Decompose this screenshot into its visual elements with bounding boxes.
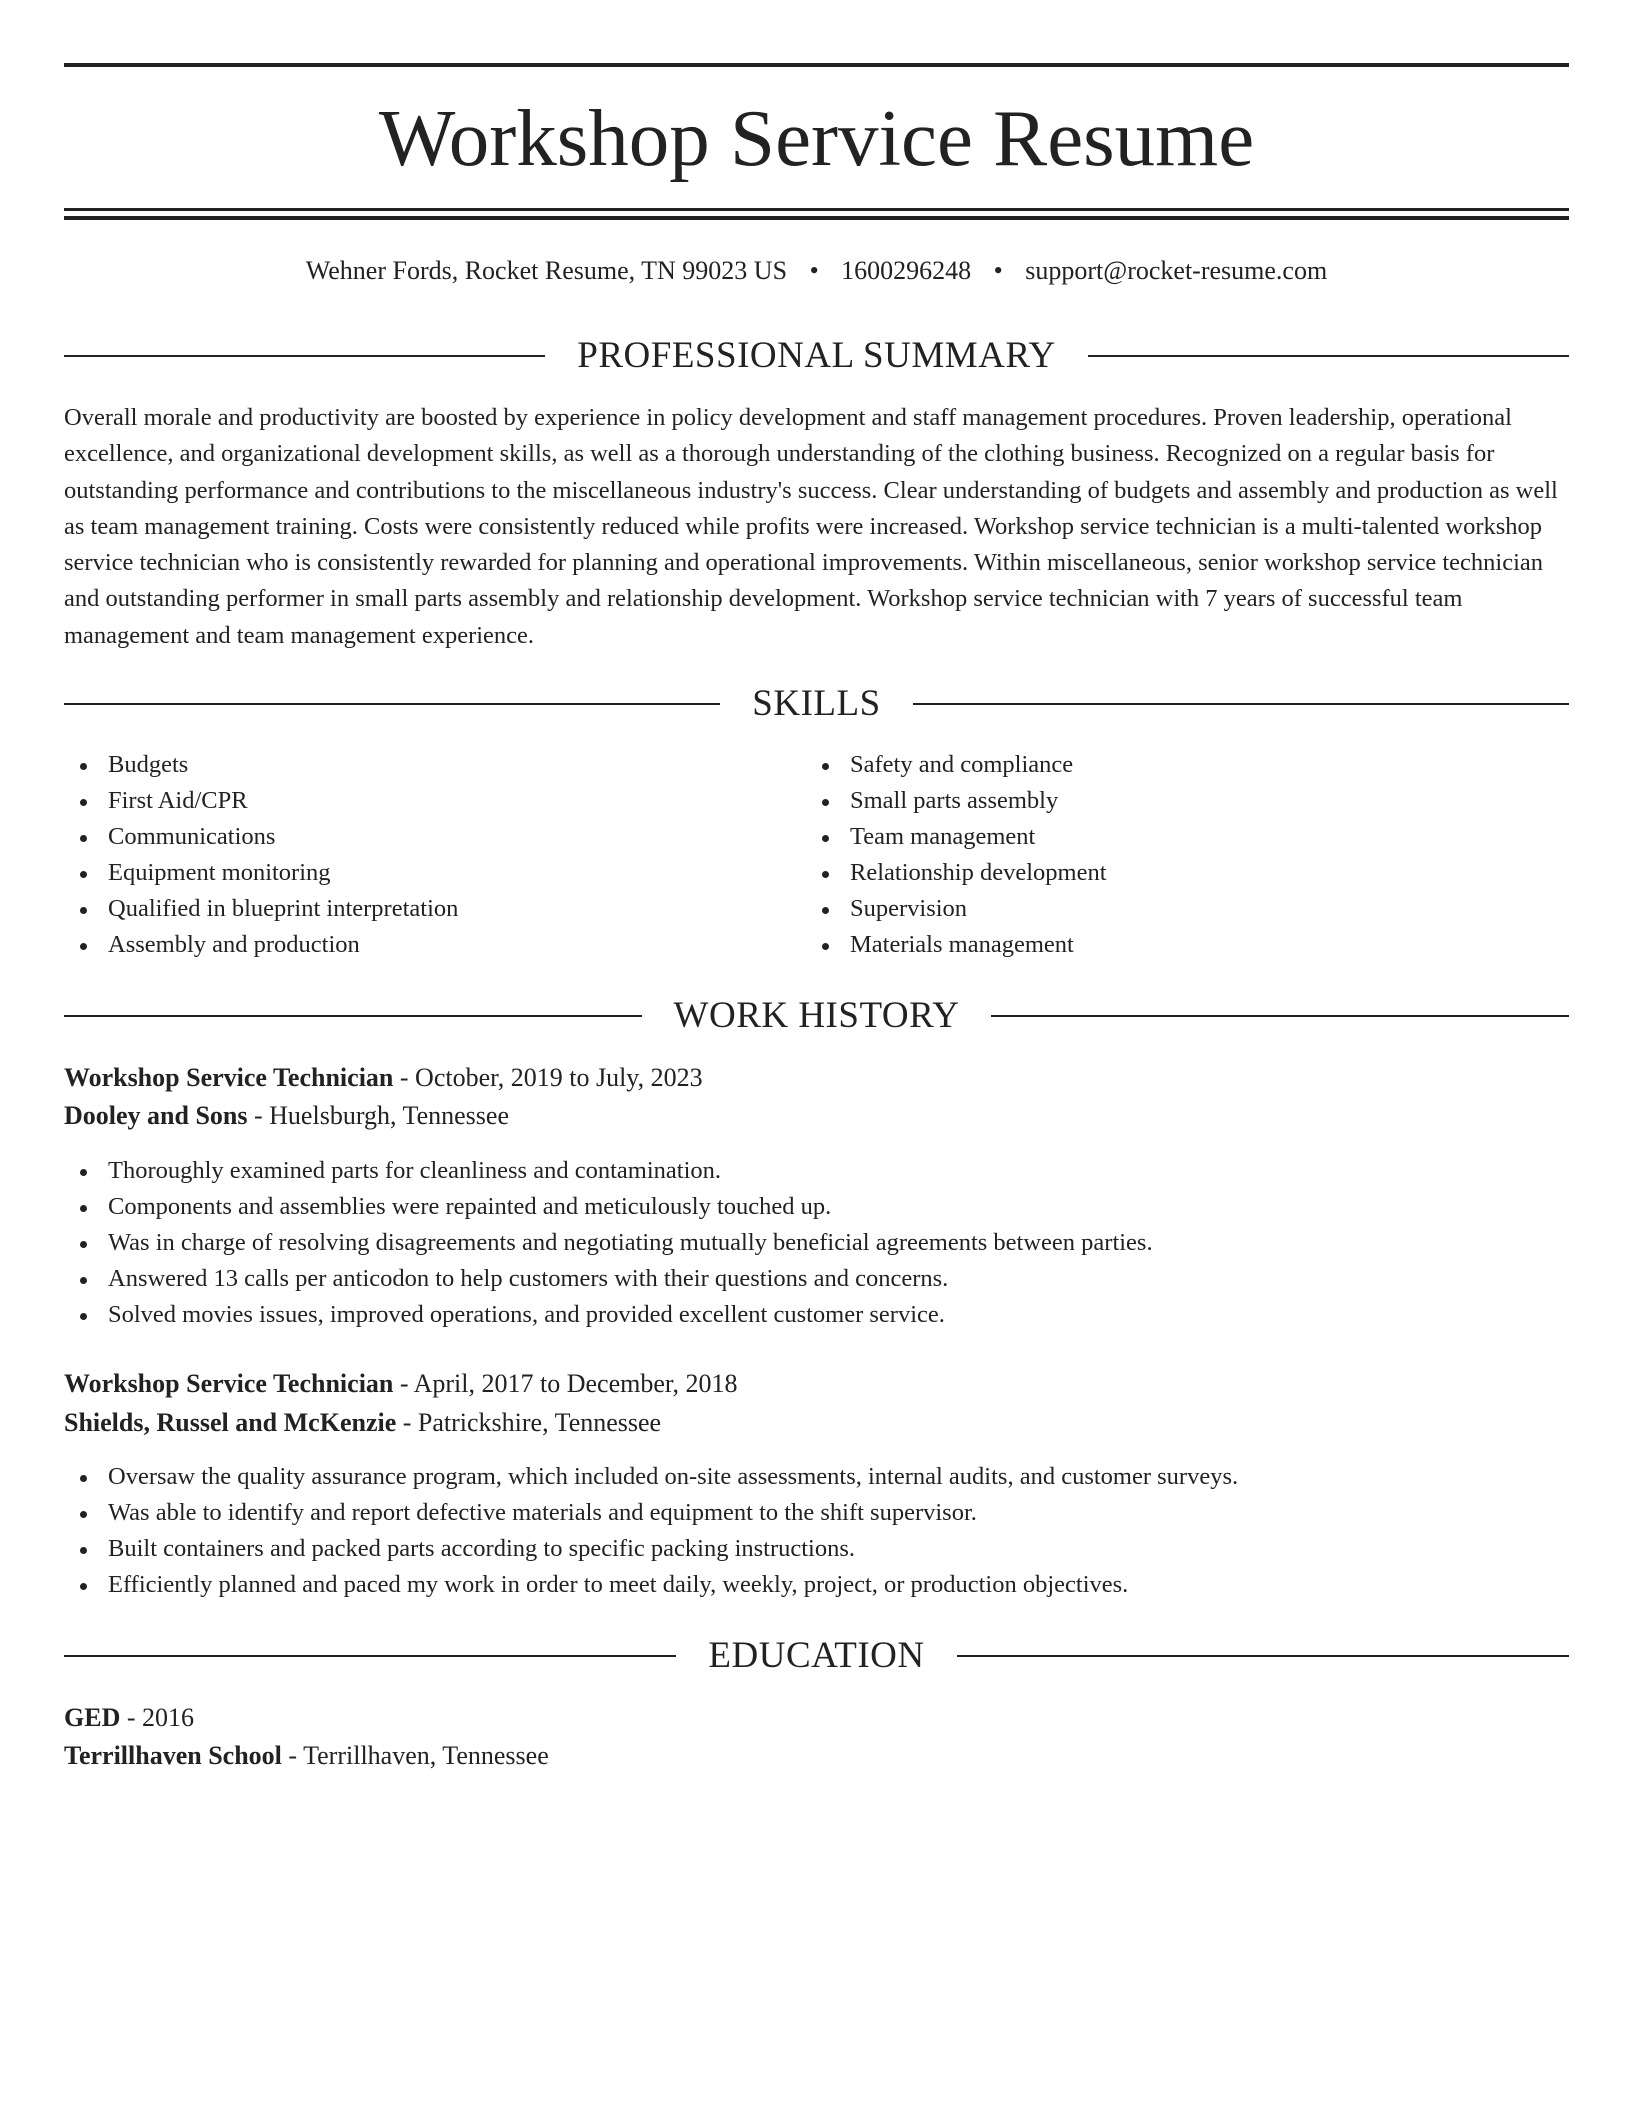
heading-rule-left: [64, 703, 720, 705]
job-title: Workshop Service Technician: [64, 1369, 394, 1398]
work-heading-label: WORK HISTORY: [673, 995, 960, 1036]
job-dates: - October, 2019 to July, 2023: [393, 1063, 703, 1092]
heading-rule-right: [913, 703, 1569, 705]
duty-item: Answered 13 calls per anticodon to help customers with their questions and concerns.: [64, 1261, 1569, 1297]
education-school-line: [64, 1738, 1569, 1774]
top-rule: [64, 63, 1569, 67]
job-duties-list: [64, 1459, 1569, 1603]
contact-address: Wehner Fords, Rocket Resume, TN 99023 US: [305, 256, 788, 285]
education-heading: [64, 1634, 1569, 1678]
contact-line: [64, 254, 1569, 288]
duty-item: Efficiently planned and paced my work in order to meet daily, weekly, project, or production objectives.: [64, 1567, 1569, 1603]
resume-title: Workshop Service Resume: [378, 93, 1255, 183]
heading-rule-left: [64, 1655, 676, 1657]
skill-item: Supervision: [806, 891, 1548, 927]
job-title-line: [64, 1366, 1569, 1402]
skill-item: Team management: [806, 819, 1548, 855]
duty-item: Components and assemblies were repainted and meticulously touched up.: [64, 1189, 1569, 1225]
contact-phone: 1600296248: [841, 256, 972, 285]
education-degree: GED: [64, 1703, 121, 1732]
heading-rule-right: [991, 1015, 1569, 1017]
skill-item: Budgets: [64, 747, 806, 783]
work-heading: [64, 994, 1569, 1038]
job-company-line: [64, 1405, 1569, 1441]
title-rule-upper: [64, 208, 1569, 211]
education-degree-line: [64, 1700, 1569, 1736]
job-company: Dooley and Sons: [64, 1101, 248, 1130]
job-location: - Patrickshire, Tennessee: [396, 1408, 662, 1437]
heading-rule-left: [64, 1015, 642, 1017]
heading-rule-right: [1088, 355, 1569, 357]
skill-item: Communications: [64, 819, 806, 855]
skill-item: Equipment monitoring: [64, 855, 806, 891]
job-location: - Huelsburgh, Tennessee: [247, 1101, 509, 1130]
duty-item: Was in charge of resolving disagreements and negotiating mutually beneficial agreements between parties.: [64, 1225, 1569, 1261]
education-location: - Terrillhaven, Tennessee: [281, 1741, 549, 1770]
summary-text: Overall morale and productivity are boosted by experience in policy development and staff management procedures. Proven leadership, operational excellence, and organizational development skills, as well as a thorough understanding of the clothing business. Recognized on a regular basis for outstanding performance and contributions to the miscellaneous industry's success. Clear understanding of budgets and assembly and production as well as team management training. Costs were consistently reduced while profits were increased. Workshop service technician is a multi-talented workshop service technician who is consistently rewarded for planning and operational improvements. Within miscellaneous, senior workshop service technician and outstanding performer in small parts assembly and relationship development. Workshop service technician with 7 years of successful team management and team management experience.: [64, 404, 1558, 649]
contact-email: support@rocket-resume.com: [1025, 256, 1328, 285]
summary-heading-label: PROFESSIONAL SUMMARY: [577, 335, 1056, 376]
duty-item: Built containers and packed parts according to specific packing instructions.: [64, 1531, 1569, 1567]
skills-column-left: [64, 747, 806, 963]
skill-item: First Aid/CPR: [64, 783, 806, 819]
duty-item: Solved movies issues, improved operations, and provided excellent customer service.: [64, 1297, 1569, 1333]
education-heading-label: EDUCATION: [708, 1635, 925, 1676]
education-school: Terrillhaven School: [64, 1741, 282, 1770]
duty-item: Was able to identify and report defective materials and equipment to the shift supervisor.: [64, 1495, 1569, 1531]
job-title-line: [64, 1060, 1569, 1096]
duty-item: Thoroughly examined parts for cleanliness and contamination.: [64, 1153, 1569, 1189]
heading-rule-left: [64, 355, 545, 357]
contact-separator: •: [809, 256, 819, 285]
skills-column-right: [806, 747, 1548, 963]
job-company: Shields, Russel and McKenzie: [64, 1408, 397, 1437]
education-year: - 2016: [120, 1703, 195, 1732]
title-rule-lower: [64, 216, 1569, 220]
job-company-line: [64, 1098, 1569, 1134]
skill-item: Assembly and production: [64, 927, 806, 963]
skill-item: Qualified in blueprint interpretation: [64, 891, 806, 927]
heading-rule-right: [957, 1655, 1569, 1657]
skills-heading: [64, 682, 1569, 726]
skills-list: [64, 747, 1569, 963]
skill-item: Relationship development: [806, 855, 1548, 891]
job-title: Workshop Service Technician: [64, 1063, 394, 1092]
contact-separator: •: [993, 256, 1003, 285]
skill-item: Safety and compliance: [806, 747, 1548, 783]
skill-item: Materials management: [806, 927, 1548, 963]
skill-item: Small parts assembly: [806, 783, 1548, 819]
summary-heading: [64, 334, 1569, 378]
duty-item: Oversaw the quality assurance program, which included on-site assessments, internal audits, and customer surveys.: [64, 1459, 1569, 1495]
skills-heading-label: SKILLS: [752, 683, 881, 724]
job-dates: - April, 2017 to December, 2018: [393, 1369, 738, 1398]
job-duties-list: [64, 1153, 1569, 1333]
